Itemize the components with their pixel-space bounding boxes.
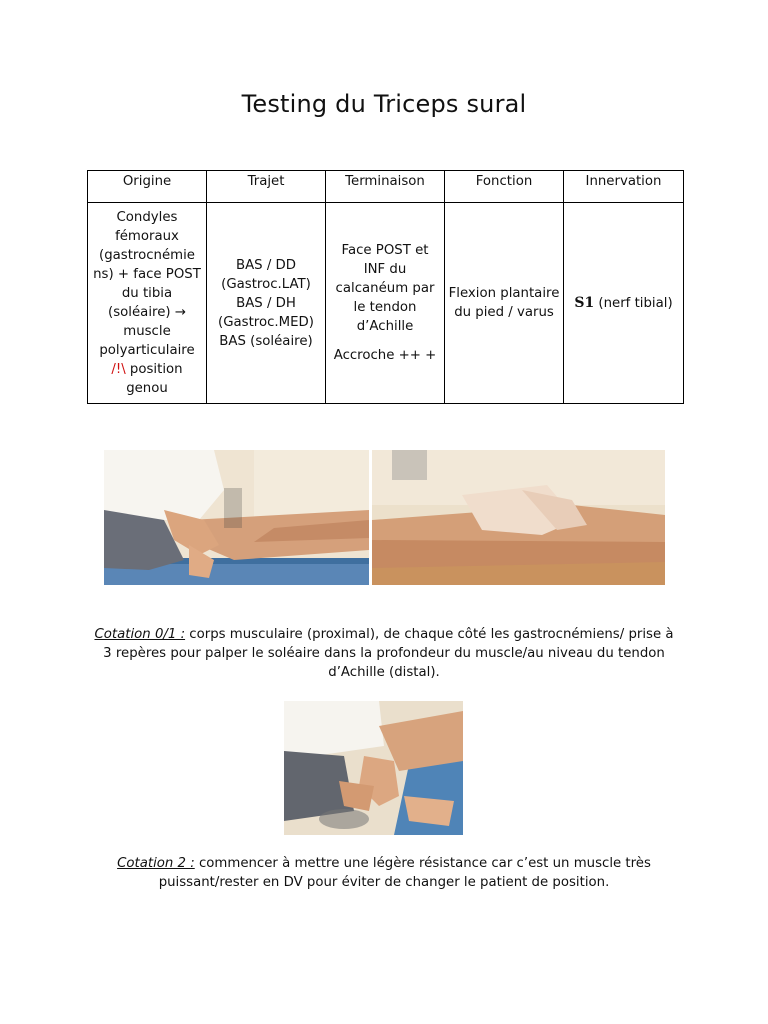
cotation-2-label: Cotation 2 : (117, 856, 195, 871)
page-title: Testing du Triceps sural (241, 90, 527, 118)
photo-cotation-2 (284, 701, 463, 835)
cotation-01-paragraph (90, 625, 678, 682)
origine-text: Condyles fémoraux (gastrocnémie ns) + face POST du tibia (soléaire) → muscle polyarticulaire (93, 210, 201, 358)
photo-palpation-left-image (104, 450, 369, 585)
cotation-01-text: corps musculaire (proximal), de chaque côté les gastrocnémiens/ prise à 3 repères pour palper le soléaire dans la profondeur du muscle/au niveau du tendon d’Achille (distal). (103, 627, 674, 680)
cell-fonction: Flexion plantaire du pied / varus (445, 203, 564, 404)
cell-terminaison (326, 203, 445, 404)
origine-warning-text: position genou (125, 362, 183, 396)
muscle-table (87, 170, 684, 404)
warning-mark: /!\ (111, 362, 126, 377)
photo-palpation-right (372, 450, 665, 585)
innervation-nerve: (nerf tibial) (594, 295, 673, 311)
photo-palpation-left (104, 450, 369, 585)
cotation-2-text: commencer à mettre une légère résistance car c’est un muscle très puissant/rester en DV pour éviter de changer le patient de position. (158, 856, 651, 890)
cotation-01-label: Cotation 0/1 : (94, 627, 186, 642)
accroche-text: Accroche ++ + (333, 348, 437, 363)
photo-cotation-2-image (284, 701, 463, 835)
cotation-2-paragraph (90, 854, 678, 892)
header-fonction: Fonction (445, 171, 564, 203)
header-origine: Origine (88, 171, 207, 203)
innervation-root: S1 (574, 294, 595, 311)
terminaison-text: Face POST et INF du calcanéum par le tendon d’Achille (335, 243, 435, 334)
header-terminaison: Terminaison (326, 171, 445, 203)
table-header-row (88, 171, 684, 203)
table-row (88, 203, 684, 404)
cell-trajet: BAS / DD (Gastroc.LAT) BAS / DH (Gastroc.MED) BAS (soléaire) (207, 203, 326, 404)
photo-palpation-right-image (372, 450, 665, 585)
cell-innervation (564, 203, 684, 404)
header-trajet: Trajet (207, 171, 326, 203)
cell-origine (88, 203, 207, 404)
header-innervation: Innervation (564, 171, 684, 203)
